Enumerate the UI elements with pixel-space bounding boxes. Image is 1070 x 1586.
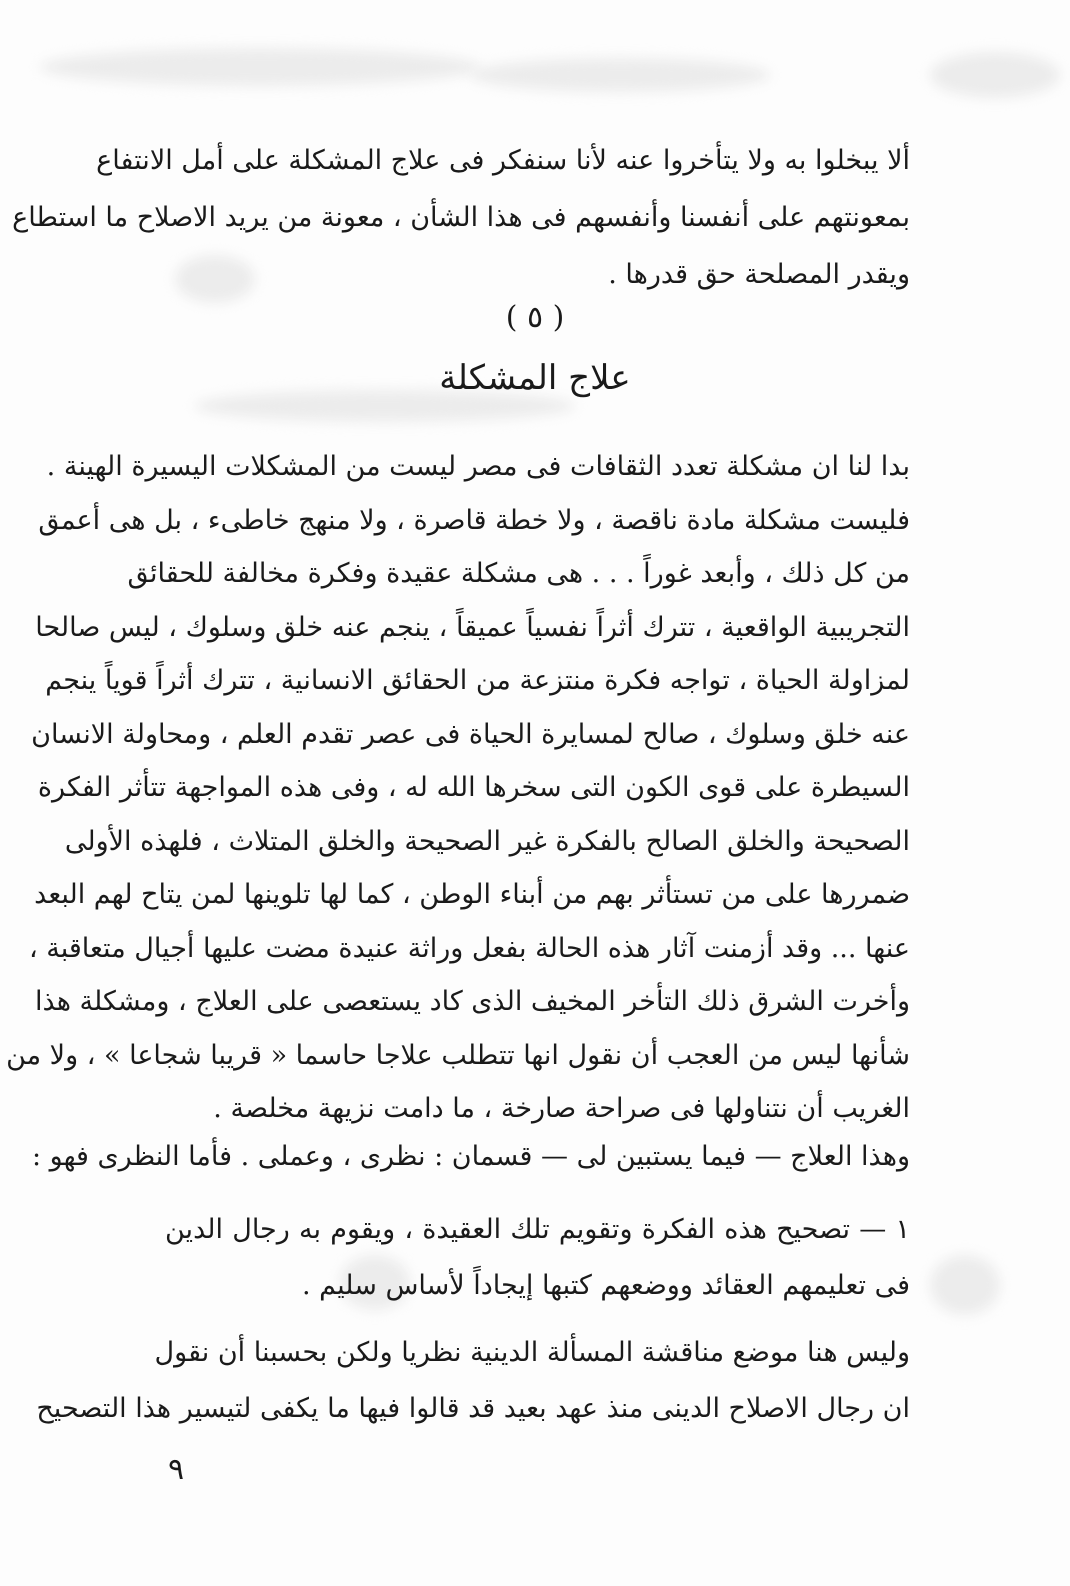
scan-smudge (930, 52, 1060, 98)
scan-smudge (930, 1255, 1000, 1315)
text-line: عنه خلق وسلوك ، صالح لمسايرة الحياة فى عصر تقدم العلم ، ومحاولة الانسان (31, 718, 910, 750)
page-number: ٩ (168, 1452, 185, 1487)
text-line: وهذا العلاج — فيما يستبين لى — قسمان : نظرى ، وعملى . فأما النظرى فهو : (31, 1141, 910, 1172)
section-title: علاج المشكلة (439, 358, 631, 398)
text-line: السيطرة على قوى الكون التى سخرها الله له ، وفى هذه المواجهة تتأثر الفكرة (37, 772, 910, 803)
intro-paragraph (12, 132, 910, 303)
text-line: فليست مشكلة مادة ناقصة ، ولا خطة قاصرة ، ولا منهج خاطىء ، بل هى أعمق (38, 504, 910, 536)
text-line: من كل ذلك ، وأبعد غوراً . . . هى مشكلة عقيدة وفكرة مخالفة للحقائق (127, 558, 910, 589)
section-number: ( ٥ ) (505, 300, 565, 335)
scan-smudge (40, 48, 480, 86)
text-line: بمعونتهم على أنفسنا وأنفسهم فى هذا الشأن ، معونة من يريد الاصلاح ما استطاع (12, 202, 910, 233)
text-line: فى تعليمهم العقائد ووضعهم كتبها إيجاداً لأساس سليم . (302, 1270, 910, 1301)
text-line: التجريبية الواقعية ، تترك أثراً نفسياً عميقاً ، ينجم عنه خلق وسلوك ، ليس صالحا (35, 611, 910, 643)
text-line: الغريب أن نتناولها فى صراحة صارخة ، ما دامت نزيهة مخلصة . (213, 1093, 910, 1124)
text-line: ويقدر المصلحة حق قدرها . (608, 259, 910, 290)
text-line: شأنها ليس من العجب أن نقول انها تتطلب علاجا حاسما « قريبا شجاعا » ، ولا من (6, 1039, 910, 1071)
text-line: وأخرت الشرق ذلك التأخر المخيف الذى كاد يستعصى على العلاج ، ومشكلة هذا (35, 986, 910, 1017)
scan-smudge (470, 58, 770, 92)
text-line: وليس هنا موضع مناقشة المسألة الدينية نظريا ولكن بحسبنا أن نقول (154, 1337, 910, 1368)
text-line: ألا يبخلوا به ولا يتأخروا عنه لأنا سنفكر فى علاج المشكلة على أمل الانتفاع (96, 145, 910, 176)
paragraph-closing (36, 1325, 910, 1437)
text-line: ١ — تصحيح هذه الفكرة وتقويم تلك العقيدة ، ويقوم به رجال الدين (165, 1214, 910, 1245)
text-line: لمزاولة الحياة ، تواجه فكرة منتزعة من الحقائق الانسانية ، تترك أثراً قوياً ينجم (45, 665, 910, 696)
text-line: عنها ... وقد أزمنت آثار هذه الحالة بفعل وراثة عنيدة مضت عليها أجيال متعاقبة ، (28, 932, 910, 964)
text-line: بدا لنا ان مشكلة تعدد الثقافات فى مصر ليست من المشكلات اليسيرة الهينة . (46, 451, 910, 482)
paragraph-treatment (31, 1132, 910, 1182)
text-line: ضمررها على من تستأثر بهم من أبناء الوطن ، كما لها تلوينها لمن يتاح لهم البعد (34, 879, 910, 910)
numbered-item-1 (165, 1202, 910, 1314)
text-line: الصحيحة والخلق الصالح بالفكرة غير الصحيحة والخلق المتلاث ، فلهذه الأولى (64, 825, 910, 857)
paragraph-main (6, 440, 910, 1136)
text-line: ان رجال الاصلاح الدينى منذ عهد بعيد قد قالوا فيها ما يكفى لتيسير هذا التصحيح (36, 1393, 910, 1424)
